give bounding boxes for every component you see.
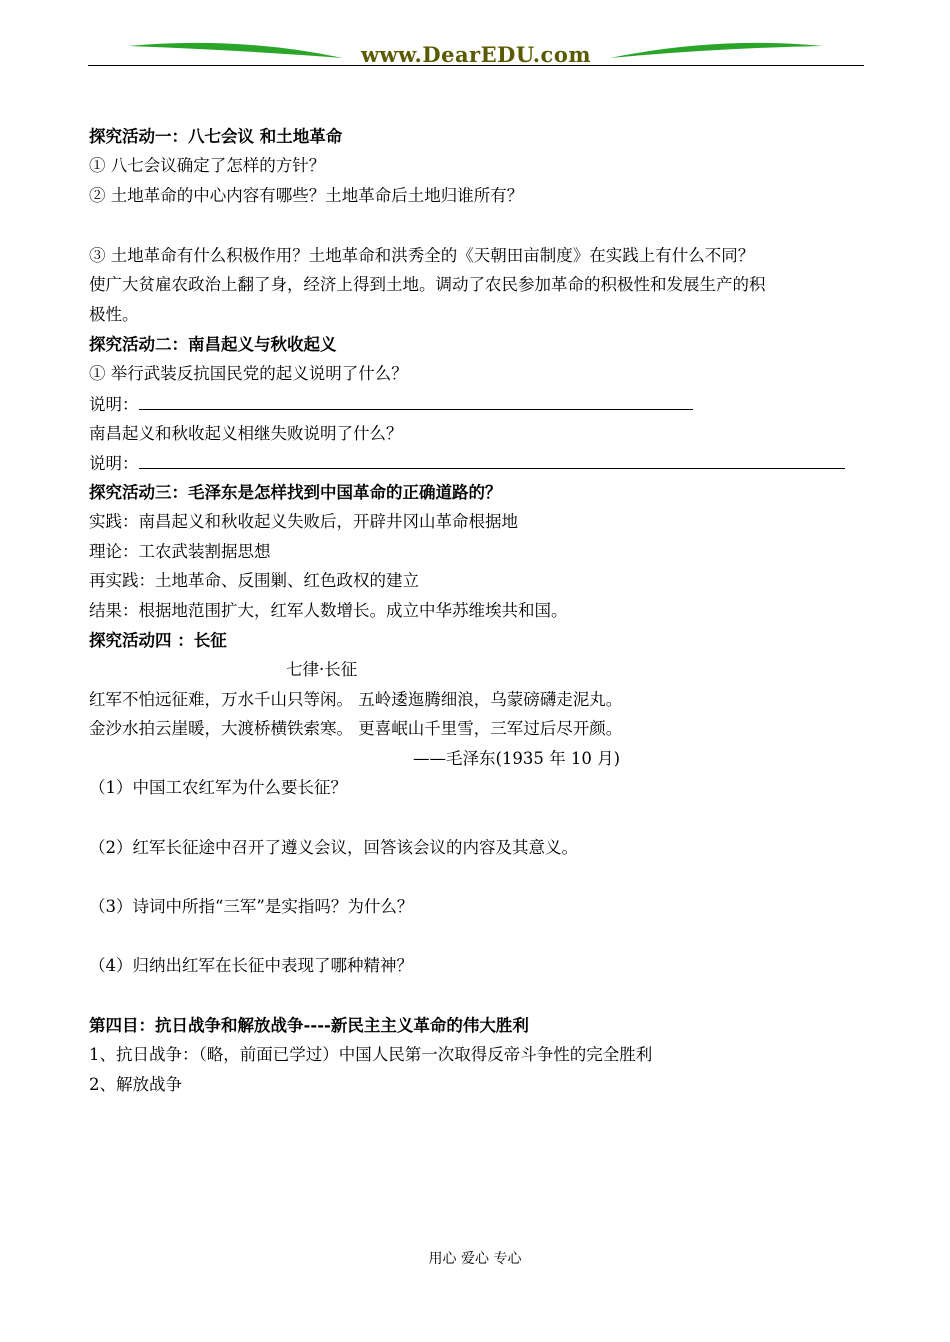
answer-label: 说明： xyxy=(89,454,139,473)
question-line: ① 八七会议确定了怎样的方针？ xyxy=(89,156,326,175)
answer-line: 极性。 xyxy=(89,305,139,324)
section-1-title: 探究活动一：八七会议 和土地革命 xyxy=(89,127,343,146)
question-line: （4）归纳出红军在长征中表现了哪种精神？ xyxy=(89,956,413,975)
section-4-title: 探究活动四 ：长征 xyxy=(89,631,227,650)
poem-title: 七律·长征 xyxy=(286,660,358,679)
text-line: 理论：工农武装割据思想 xyxy=(89,542,271,561)
poem-line: 金沙水拍云崖暖，大渡桥横铁索寒。 更喜岷山千里雪，三军过后尽开颜。 xyxy=(89,719,623,738)
question-line: 南昌起义和秋收起义相继失败说明了什么？ xyxy=(89,424,403,443)
text-line: 再实践：土地革命、反围剿、红色政权的建立 xyxy=(89,571,419,590)
question-line: ② 土地革命的中心内容有哪些？土地革命后土地归谁所有？ xyxy=(89,186,524,205)
question-line: （3）诗词中所指“三军”是实指吗？为什么？ xyxy=(89,897,414,916)
section-2-title: 探究活动二：南昌起义与秋收起义 xyxy=(89,335,337,354)
question-line: （1）中国工农红军为什么要长征？ xyxy=(89,778,347,797)
text-line: 实践：南昌起义和秋收起义失败后，开辟井冈山革命根据地 xyxy=(89,512,518,531)
answer-blank xyxy=(139,452,845,469)
site-logo: www.DearEDU.com xyxy=(360,42,592,67)
poem-line: 红军不怕远征难，万水千山只等闲。 五岭逶迤腾细浪，乌蒙磅礴走泥丸。 xyxy=(89,690,623,709)
section-5-title: 第四目：抗日战争和解放战争----新民主主义革命的伟大胜利 xyxy=(89,1016,529,1035)
question-line: （2）红军长征途中召开了遵义会议，回答该会议的内容及其意义。 xyxy=(89,838,578,857)
question-line: ③ 土地革命有什么积极作用？土地革命和洪秀全的《天朝田亩制度》在实践上有什么不同？ xyxy=(89,246,755,265)
question-line: ① 举行武装反抗国民党的起义说明了什么？ xyxy=(89,364,408,383)
answer-blank xyxy=(139,393,693,410)
answer-blank-line xyxy=(89,452,845,475)
text-line: 2、解放战争 xyxy=(89,1075,182,1094)
answer-line: 使广大贫雇农政治上翻了身，经济上得到土地。调动了农民参加革命的积极性和发展生产的积 xyxy=(89,275,766,294)
answer-blank-line xyxy=(89,393,693,416)
page-header xyxy=(88,28,864,68)
answer-label: 说明： xyxy=(89,395,139,414)
section-3-title: 探究活动三：毛泽东是怎样找到中国革命的正确道路的？ xyxy=(89,483,502,502)
text-line: 1、抗日战争：（略，前面已学过）中国人民第一次取得反帝斗争性的完全胜利 xyxy=(89,1045,653,1064)
text-line: 结果：根据地范围扩大，红军人数增长。成立中华苏维埃共和国。 xyxy=(89,601,568,620)
page-footer: 用心 爱心 专心 xyxy=(428,1251,522,1267)
header-rule xyxy=(88,65,864,66)
poem-author: ——毛泽东(1935 年 10 月) xyxy=(413,749,621,768)
